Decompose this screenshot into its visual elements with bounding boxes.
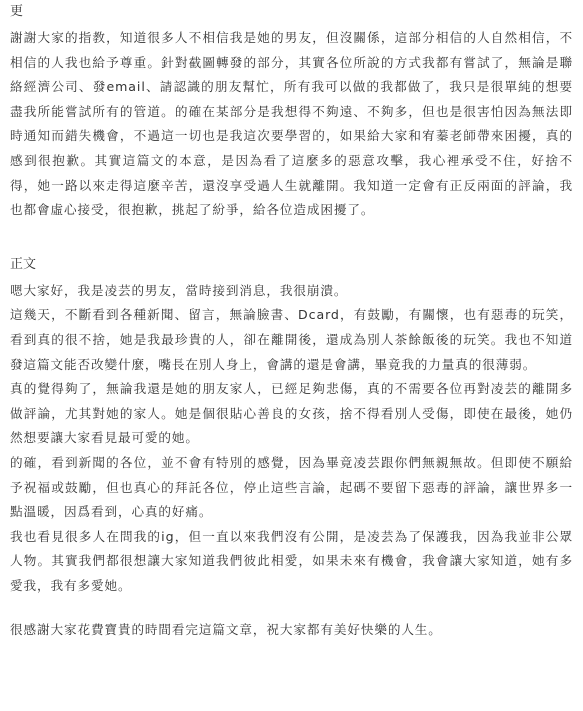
main-paragraph-2: 這幾天，不斷看到各種新聞、留言，無論臉書、Dcard，有鼓勵，有關懷，也有惡毒的玩笑，看到真的很不捨，她是我最珍貴的人，卻在離開後，還成為別人茶餘飯後的玩笑。我也不知道發這篇文能否改變什麼，嘴長在別人身上，會講的還是會講，畢竟我的力量真的很薄弱。 (10, 307, 573, 372)
main-paragraph-4: 的確，看到新聞的各位，並不會有特別的感覺，因為畢竟凌芸跟你們無親無故。但即使不願給予祝福或鼓勵，但也真心的拜託各位，停止這些言論，起碼不要留下惡毒的評論，讓世界多一點溫暖，因爲看到，心真的好痛。 (10, 454, 573, 520)
main-paragraph-3: 真的覺得夠了，無論我還是她的朋友家人，已經足夠悲傷，真的不需要各位再對凌芸的離開多做評論，尤其對她的家人。她是個很貼心善良的女孩，捨不得看別人受傷，即使在最後，她仍然想要讓大家看見最可愛的她。 (10, 381, 573, 446)
section-spacer (10, 223, 573, 255)
update-heading: 更 (10, 4, 24, 19)
main-heading: 正文 (10, 256, 37, 272)
update-paragraph: 謝謝大家的指教，知道很多人不相信我是她的男友，但沒關係，這部分相信的人自然相信，不相信的人我也給予尊重。針對截圖轉發的部分，其實各位所說的方式我都有嘗試了，無論是聯絡經濟公司、發email、請認識的朋友幫忙，所有我可以做的我都做了，我只是很單純的想要盡我所能嘗試所有的管道。的確在某部分是我想得不夠遠、不夠多，但也是很害怕因為無法即時通知而錯失機會，不過這一切也是我這次要學習的，如果給大家和宥蓁老師帶來困擾，真的感到很抱歉。其實這篇文的本意，是因為看了這麼多的惡意攻擊，我心裡承受不住，好捨不得，她一路以來走得這麼辛苦，還沒享受過人生就離開。我知道一定會有正反兩面的評論，我也都會虛心接受，很抱歉，挑起了紛爭，給各位造成困擾了。 (10, 30, 573, 218)
main-paragraph-1: 嗯大家好，我是凌芸的男友，當時接到消息，我很崩潰。 (10, 282, 348, 298)
main-paragraph-5: 我也看見很多人在問我的ig，但一直以來我們沒有公開，是凌芸為了保護我，因為我並非公眾人物。其實我們都很想讓大家知道我們彼此相愛，如果未來有機會，我會讓大家知道，她有多愛我，我有多愛她。 (10, 528, 573, 593)
closing-paragraph: 很感謝大家花費寶貴的時間看完這篇文章，祝大家都有美好快樂的人生。 (10, 622, 442, 638)
closing-spacer (10, 598, 573, 618)
